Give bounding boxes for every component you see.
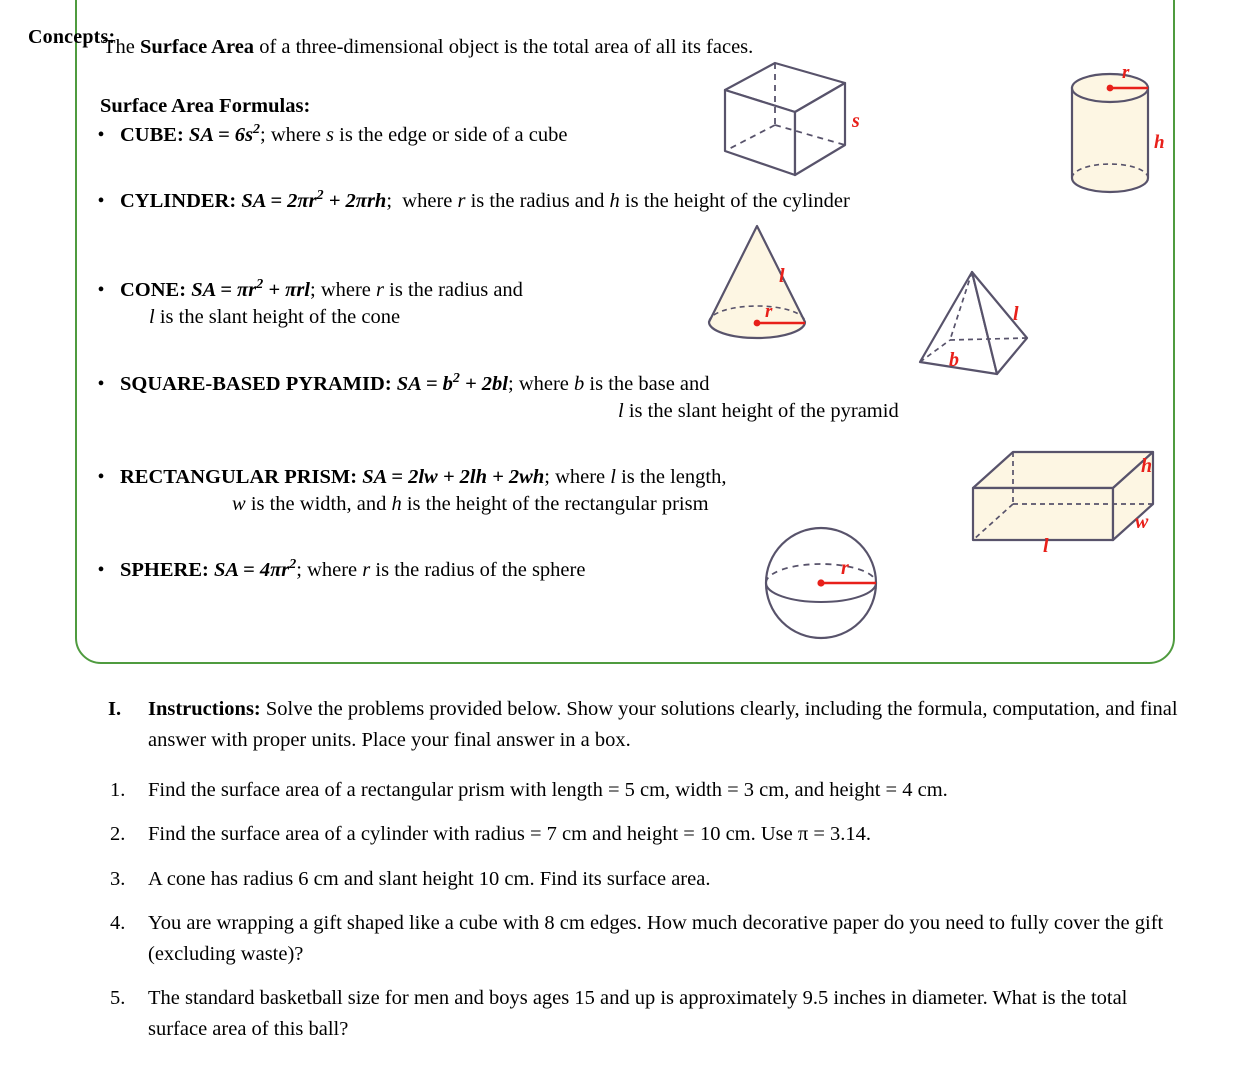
prism-label-h: h (1141, 455, 1153, 477)
cylinder-label-h: h (1154, 132, 1165, 153)
cube-formula: SA (188, 124, 213, 146)
prism-formula: SA = 2lw + 2lh + 2wh (362, 466, 545, 488)
formula-item-cube-text: CUBE: SA = $6s^2$; where s is the edge or side of a cube (120, 122, 568, 146)
question-item (0, 908, 1254, 970)
formulas-title: Surface Area Formulas: (100, 95, 311, 117)
question-text: You are wrapping a gift shaped like a cube with 8 cm edges. How much decorative paper do you need to fully cover the gift (excluding waste)? (148, 911, 1164, 965)
question-text: Find the surface area of a rectangular prism with length = 5 cm, width = 3 cm, and height = 4 cm. (148, 779, 948, 802)
bullet-icon: • (97, 373, 105, 395)
cone-desc-line2: l is the slant height of the cone (149, 306, 401, 329)
cone-diagram (695, 218, 820, 343)
bullet-icon: • (97, 466, 105, 488)
question-text: Find the surface area of a cylinder with radius = 7 cm and height = 10 cm. Use π = 3.14. (148, 823, 872, 846)
prism-desc-line2: w is the width, and h is the height of the rectangular prism (232, 493, 709, 516)
question-number: 1. (110, 779, 126, 802)
cube-label: CUBE: (120, 124, 184, 146)
sphere-label-r: r (841, 557, 849, 579)
pyramid-diagram (905, 262, 1040, 384)
rectangular-prism-diagram (965, 440, 1165, 557)
instructions-label: Instructions: (148, 698, 261, 720)
definition-bold-term: Surface Area (140, 36, 255, 58)
sphere-diagram (755, 522, 900, 647)
bullet-icon: • (97, 559, 105, 581)
instructions-row (0, 694, 1254, 756)
worksheet-section (0, 694, 1254, 1045)
formula-item-cylinder (88, 188, 1088, 215)
prism-label: RECTANGULAR PRISM (120, 466, 351, 488)
definition-before: The (103, 36, 140, 58)
definition-after: of a three-dimensional object is the total area of all its faces. (254, 36, 754, 58)
question-item (0, 983, 1254, 1045)
cylinder-label: CYLINDER (120, 190, 230, 212)
formula-item-rectangular-prism (88, 464, 988, 519)
sphere-label: SPHERE (120, 559, 203, 581)
question-text: A cone has radius 6 cm and slant height 10 cm. Find its surface area. (148, 867, 711, 890)
bullet-icon: • (97, 279, 105, 301)
prism-label-w: w (1135, 511, 1149, 533)
formula-item-sphere-text: SPHERE: SA = $4\pi r^2$; where r is the radius of the sphere (120, 557, 586, 581)
cone-label: CONE (120, 279, 180, 301)
question-item (0, 775, 1254, 806)
question-number: 5. (110, 987, 126, 1010)
instructions-numeral: I. (108, 698, 122, 720)
concepts-heading: Concepts: (28, 26, 116, 48)
formula-item-cone-text: CONE: SA = $\pi r^2 + \pi rl$; where r is the radius and l is the slant height of the cone (88, 279, 708, 332)
surface-area-definition (103, 36, 753, 59)
cylinder-label-r: r (1122, 62, 1130, 83)
instructions-text: Solve the problems provided below. Show your solutions clearly, including the formula, computation, and final answer with proper units. Place your final answer in a box. (148, 698, 1178, 752)
question-number: 2. (110, 823, 126, 846)
formula-item-sphere (88, 557, 788, 584)
formula-item-cylinder-text: CYLINDER: SA = $2\pi r^2 + 2\pi rh$; where r is the radius and h is the height of the cylinder (120, 188, 850, 212)
question-number: 4. (110, 911, 126, 934)
cube-diagram (715, 55, 860, 180)
formula-item-pyramid-text: SQUARE-BASED PYRAMID: SA = $b^2 + 2bl$; where b is the base and l is the slant height of the pyramid (88, 373, 968, 426)
formula-item-cone (88, 277, 708, 332)
question-text: The standard basketball size for men and boys ages 15 and up is approximately 9.5 inches in diameter. What is the total surface area of this ball? (148, 987, 1128, 1041)
prism-label-l: l (1043, 535, 1049, 557)
cone-label-r: r (765, 301, 773, 322)
pyramid-formula: SA = b (396, 373, 453, 395)
pyramid-label-l: l (1013, 303, 1019, 325)
pyramid-desc-line2: l is the slant height of the pyramid (618, 400, 899, 423)
sphere-formula: SA = 4πr (213, 559, 290, 581)
formula-item-pyramid (88, 371, 968, 426)
cube-label-s: s (852, 110, 860, 132)
cone-label-l: l (779, 265, 785, 287)
question-item (0, 819, 1254, 850)
bullet-icon: • (97, 190, 105, 212)
cylinder-formula: SA = 2πr (241, 190, 317, 212)
question-item (0, 864, 1254, 895)
pyramid-label: SQUARE-BASED PYRAMID (120, 373, 385, 395)
pyramid-label-b: b (949, 349, 959, 371)
cylinder-diagram (1060, 60, 1180, 215)
cone-formula: SA = πr (191, 279, 257, 301)
question-number: 3. (110, 867, 126, 890)
bullet-icon: • (97, 124, 105, 146)
formula-item-rectangular-prism-text: RECTANGULAR PRISM: SA = 2lw + 2lh + 2wh; where l is the length, w is the width, and h is the height of the rectangular prism (88, 466, 988, 519)
